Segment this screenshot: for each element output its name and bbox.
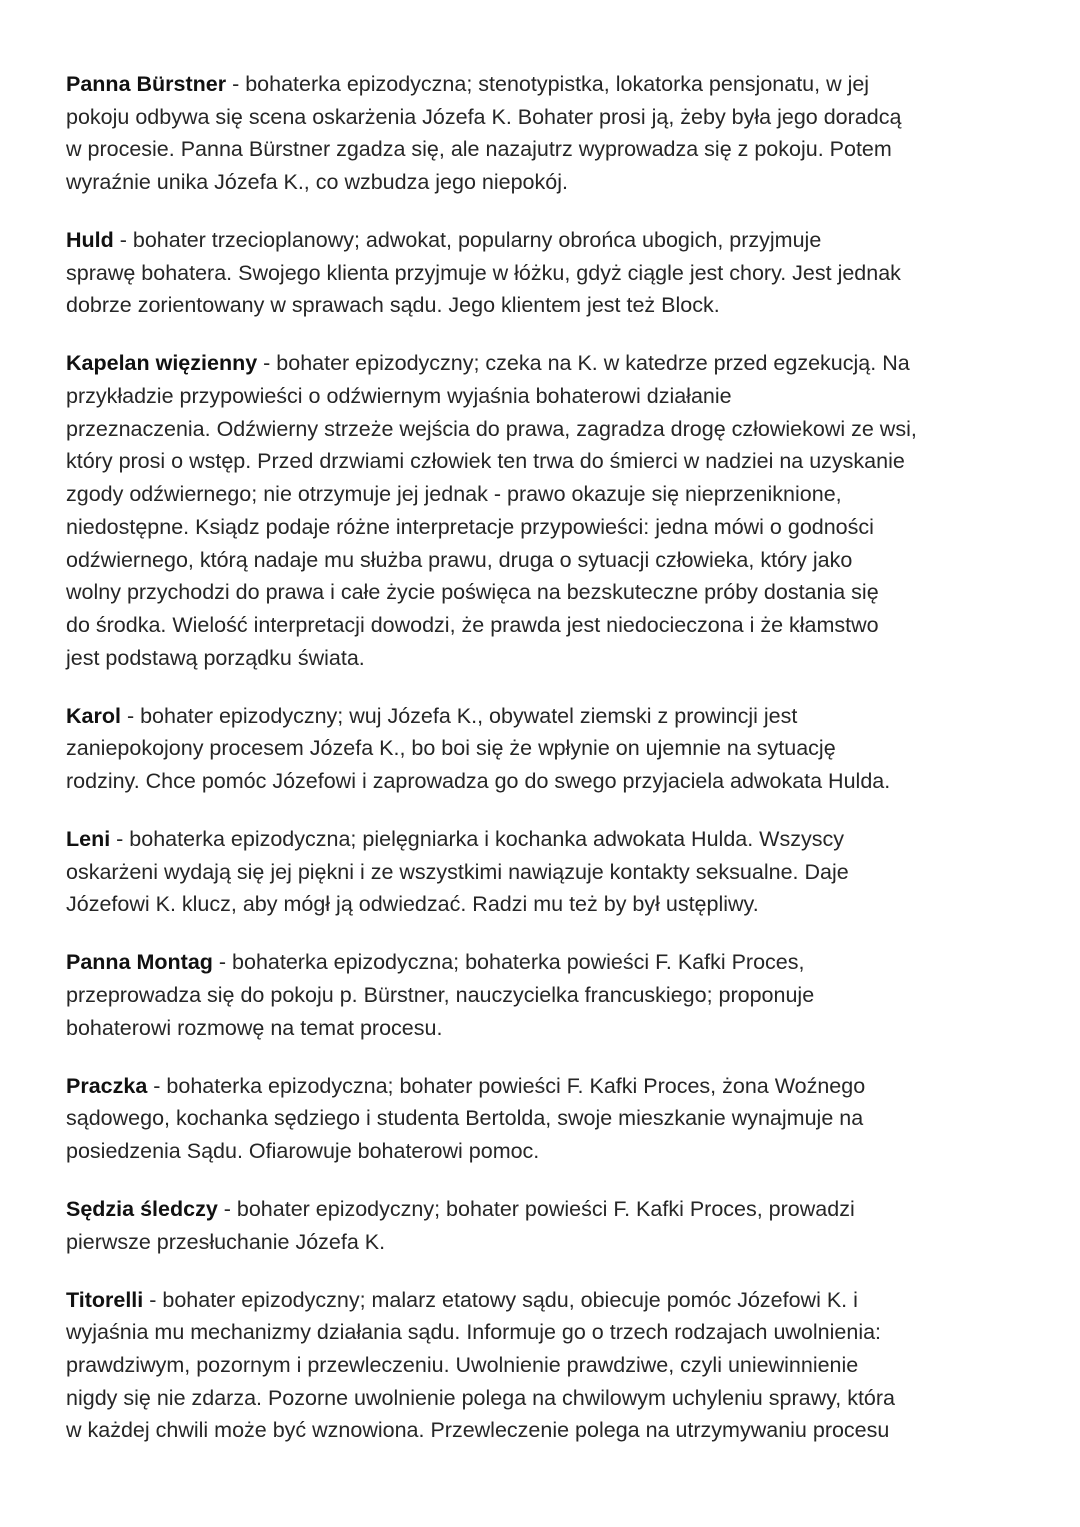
entry-line: do środka. Wielość interpretacji dowodzi, że prawda jest niedocieczona i że kłamstwo [66,612,879,637]
entry-line: zaniepokojony procesem Józefa K., bo boi się że wpłynie on ujemnie na sytuację [66,736,836,761]
character-name: Huld [66,228,114,253]
entry-text: - bohaterka epizodyczna; stenotypistka, lokatorka pensjonatu, w jej [226,72,870,96]
entry-line: oskarżeni wydają się jej piękni i ze wszystkimi nawiązuje kontakty seksualne. Daje [66,859,849,884]
character-entry-titorelli [66,1284,1056,1447]
entry-line: Józefowi K. klucz, aby mógł ją odwiedzać. Radzi mu też by był ustępliwy. [66,892,759,917]
character-name: Praczka [66,1073,148,1098]
entry-line: bohaterowi rozmowę na temat procesu. [66,1015,443,1040]
entry-line: niedostępne. Ksiądz podaje różne interpretacje przypowieści: jedna mówi o godności [66,514,874,539]
entry-line [66,224,1056,257]
entry-line: nigdy się nie zdarza. Pozorne uwolnienie polega na chwilowym uchyleniu sprawy, która [66,1385,895,1410]
entry-text: - bohater epizodyczny; bohater powieści F. Kafki Proces, prowadzi [217,1197,855,1222]
entry-text: - bohaterka epizodyczna; bohaterka powieści F. Kafki Proces, [212,950,805,975]
entry-line: w każdej chwili może być wznowiona. Przewleczenie polega na utrzymywaniu procesu [66,1418,890,1443]
entry-line: zgody odźwiernego; nie otrzymuje jej jednak - prawo okazuje się nieprzeniknione, [66,482,842,507]
entry-line: przykładzie przypowieści o odźwiernym wyjaśnia bohaterowi działanie [66,384,732,409]
entry-line [66,946,1056,979]
entry-line: posiedzenia Sądu. Ofiarowuje bohaterowi pomoc. [66,1139,540,1164]
entry-text: - bohaterka epizodyczna; bohater powieści F. Kafki Proces, żona Woźnego [147,1073,866,1098]
entry-line: pierwsze przesłuchanie Józefa K. [66,1229,386,1254]
entry-text: - bohater epizodyczny; malarz etatowy sądu, obiecuje pomóc Józefowi K. i [143,1287,858,1312]
entry-line: sprawę bohatera. Swojego klienta przyjmuje w łóżku, gdyż ciągle jest chory. Jest jednak [66,260,901,285]
character-name: Panna Bürstner [66,72,227,96]
entry-line [66,1284,1056,1317]
entry-line: jest podstawą porządku świata. [66,645,365,670]
character-name: Sędzia śledczy [66,1197,218,1222]
entry-text: - bohater epizodyczny; wuj Józefa K., obywatel ziemski z prowincji jest [120,703,798,728]
character-entry-panna-montag [66,946,1056,1044]
entry-line: dobrze zorientowany w sprawach sądu. Jego klientem jest też Block. [66,293,720,318]
entry-text: - bohater epizodyczny; czeka na K. w katedrze przed egzekucją. Na [257,351,910,376]
character-entry-sedzia-sledczy [66,1193,1056,1258]
character-name: Leni [66,826,111,851]
entry-line: prawdziwym, pozornym i przewleczeniu. Uwolnienie prawdziwe, czyli uniewinnienie [66,1353,859,1378]
entry-line: w procesie. Panna Bürstner zgadza się, ale nazajutrz wyprowadza się z pokoju. Potem [66,137,892,162]
character-entry-praczka [66,1070,1056,1168]
character-entry-panna-burstner [66,68,1056,199]
entry-line: wyjaśnia mu mechanizmy działania sądu. Informuje go o trzech rodzajach uwolnienia: [66,1320,882,1345]
entry-line [66,347,1056,380]
entry-line: wolny przychodzi do prawa i całe życie poświęca na bezskuteczne próby dostania się [66,580,879,605]
entry-line: przeznaczenia. Odźwierny strzeże wejścia do prawa, zagradza drogę człowiekowi ze wsi, [66,416,917,441]
entry-line: rodziny. Chce pomóc Józefowi i zaprowadza go do swego przyjaciela adwokata Hulda. [66,768,891,793]
entry-line [66,700,1056,733]
character-name: Karol [66,703,121,728]
character-entry-leni [66,823,1056,921]
character-entry-huld [66,224,1056,322]
character-name: Titorelli [66,1287,144,1312]
character-entry-karol [66,700,1056,798]
entry-line: sądowego, kochanka sędziego i studenta Bertolda, swoje mieszkanie wynajmuje na [66,1106,864,1131]
entry-text: - bohaterka epizodyczna; pielęgniarka i kochanka adwokata Hulda. Wszyscy [110,826,844,851]
entry-line: przeprowadza się do pokoju p. Bürstner, nauczycielka francuskiego; proponuje [66,982,815,1007]
entry-line: wyraźnie unika Józefa K., co wzbudza jego niepokój. [66,170,568,195]
entry-line: pokoju odbywa się scena oskarżenia Józefa K. Bohater prosi ją, żeby była jego doradcą [66,104,902,129]
character-name: Panna Montag [66,950,213,975]
entry-line: który prosi o wstęp. Przed drzwiami człowiek ten trwa do śmierci w nadziei na uzyskanie [66,449,905,474]
document-page [66,68,1056,1472]
entry-line [66,68,1056,101]
character-entry-kapelan-wiezienny [66,347,1056,674]
entry-text: - bohater trzecioplanowy; adwokat, popularny obrońca ubogich, przyjmuje [113,228,822,253]
entry-line [66,1070,1056,1103]
entry-line [66,823,1056,856]
character-name: Kapelan więzienny [66,351,258,376]
entry-line: odźwiernego, którą nadaje mu służba prawu, druga o sytuacji człowieka, który jako [66,547,853,572]
entry-line [66,1193,1056,1226]
